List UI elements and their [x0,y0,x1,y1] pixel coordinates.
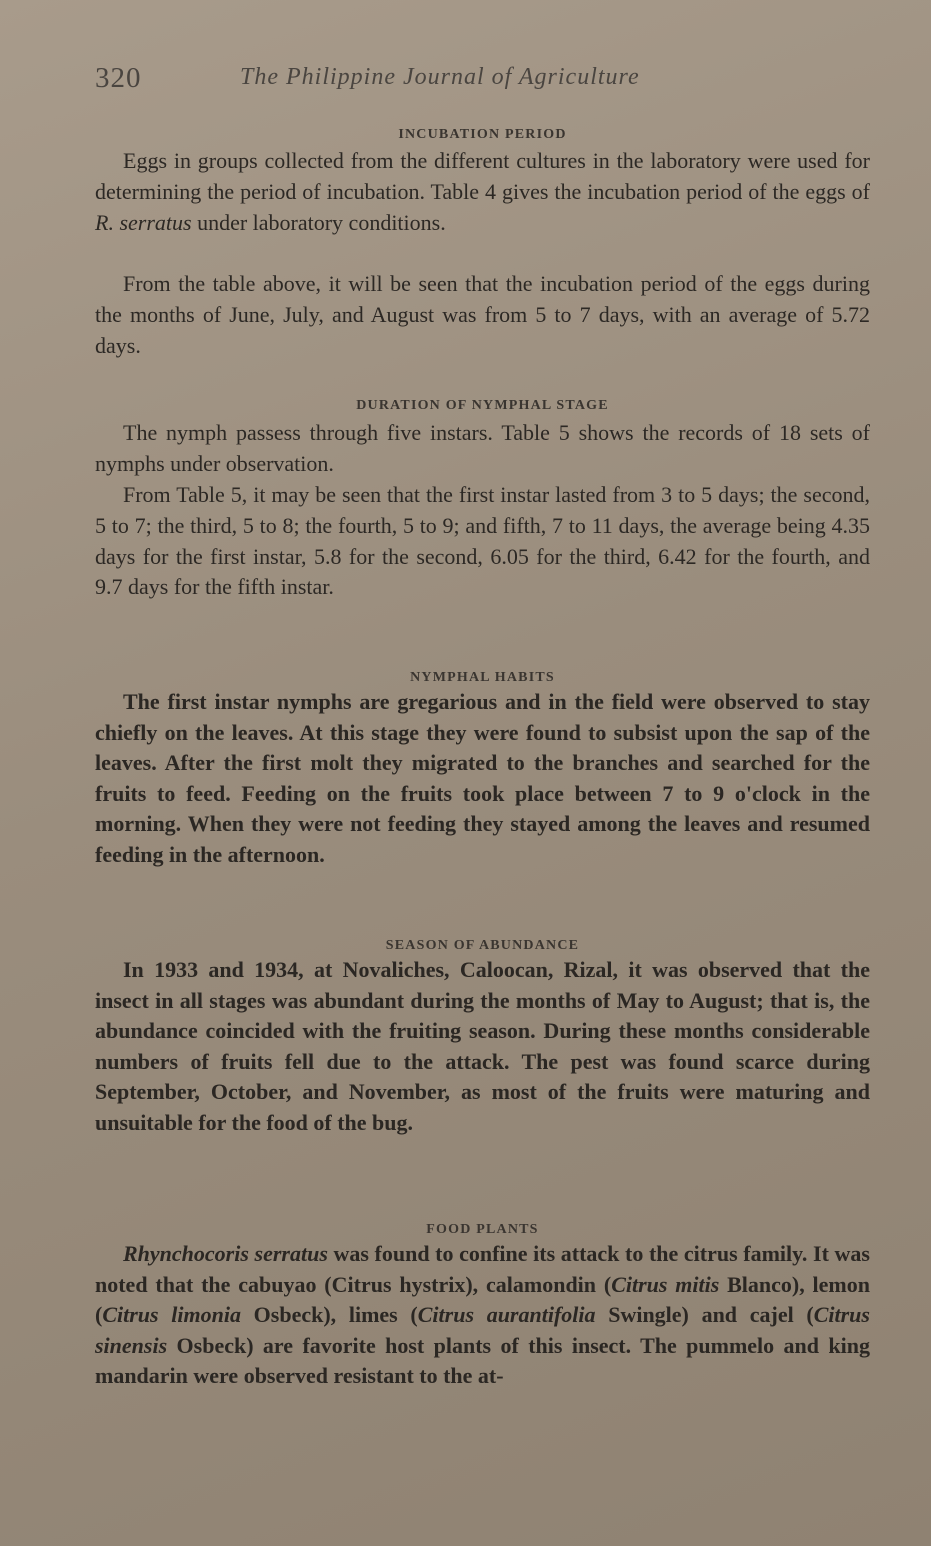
journal-title: The Philippine Journal of Agriculture [240,64,640,90]
paragraph-incubation-2: From the table above, it will be seen that the incubation period of the eggs during the months of June, July, and August was from 5 to 7 days, with an average of 5.72 days. [95,271,870,358]
paragraph-text: under laboratory conditions. [191,209,446,235]
paragraph-text: Eggs in groups collected from the different cultures in the laboratory were used for determining the period of incubation. Table 4 gives the incubation period of the eggs of [95,148,870,204]
paragraph-nymphal-habits: The first instar nymphs are gregarious and in the field were observed to stay chiefly on the leaves. At this stage they were found to subsist upon the sap of the leaves. After the first molt they migrated to the branches and searched for the fruits to feed. Feeding on the fruits took place between 7 to 9 o'clock in the morning. When they were not feeding they stayed among the leaves and resumed feeding in the afternoon. [95,689,870,867]
heading-food-plants: FOOD PLANTS [426,1222,539,1237]
species-name: Citrus aurantifolia [417,1302,596,1327]
paragraph-season-of-abundance: In 1933 and 1934, at Novaliches, Caloocan, Rizal, it was observed that the insect in all stages was abundant during the months of May to August; that is, the abundance coincided with the fruiting season. During these months considerable numbers of fruits fell due to the attack. The pest was found scarce during September, October, and November, as most of the fruits were maturing and unsuitable for the food of the bug. [95,957,870,1135]
heading-nymphal-habits: NYMPHAL HABITS [410,670,555,685]
species-name: Citrus sinensis [95,1302,870,1358]
paragraph-text: Swingle) and cajel ( [595,1302,814,1327]
paragraph-text: Blanco), lemon ( [95,1271,870,1327]
species-name: Citrus mitis [611,1271,720,1297]
paragraph-incubation-1 [95,146,870,238]
running-head [95,62,875,102]
paragraph-nymphal-duration-2: From Table 5, it may be seen that the first instar lasted from 3 to 5 days; the second, 5 to 7; the third, 5 to 8; the fourth, 5 to 9; and fifth, 7 to 11 days, the average being 4.35 days for the first instar, 5.8 for the second, 6.05 for the third, 6.42 for the fourth, and 9.7 days for the fifth instar. [95,482,870,600]
paragraph-food-plants [95,1239,870,1392]
species-name: Citrus limonia [102,1302,241,1327]
paragraph-text: Osbeck) are favorite host plants of this insect. The pummelo and king mandarin were observed resistant to the at- [95,1332,870,1388]
heading-incubation-period: INCUBATION PERIOD [398,127,567,142]
paragraph-text: Osbeck), limes ( [240,1302,418,1327]
heading-duration-nymphal-stage: DURATION OF NYMPHAL STAGE [356,398,609,413]
paragraph-text: was found to confine its attack to the citrus family. It was noted that the cabuyao (Citrus hystrix), calamondin ( [95,1241,870,1297]
page-number: 320 [95,62,142,94]
species-name: R. serratus [95,209,192,235]
species-name: Rhynchocoris serratus [123,1241,328,1266]
heading-season-of-abundance: SEASON OF ABUNDANCE [385,938,580,953]
paragraph-nymphal-duration-1: The nymph passess through five instars. Table 5 shows the records of 18 sets of nymphs under observation. [95,420,870,476]
